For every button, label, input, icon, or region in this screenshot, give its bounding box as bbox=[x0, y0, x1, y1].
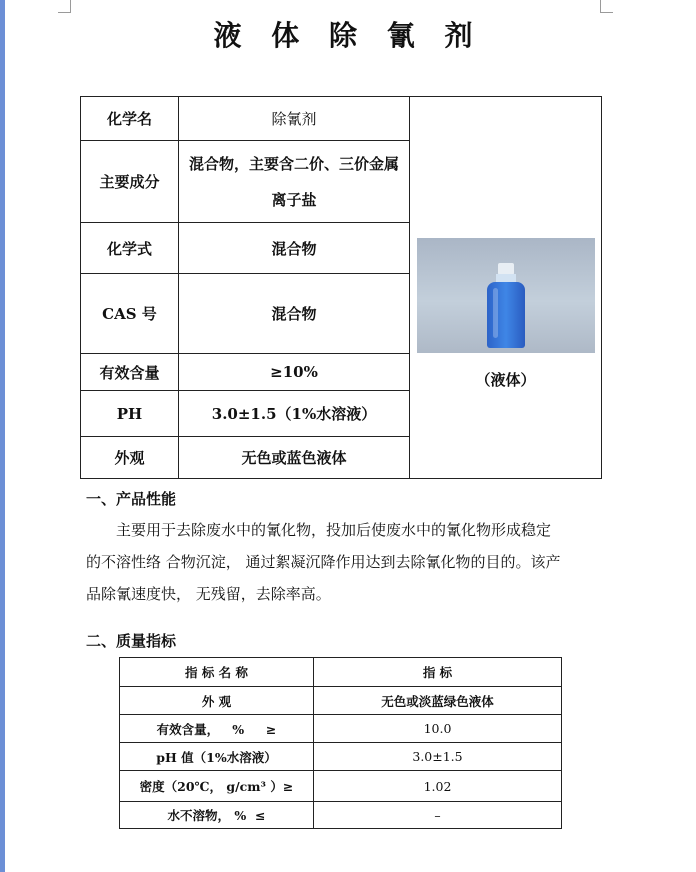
page-corner-mark-left bbox=[58, 0, 71, 13]
row-label: 化学名 bbox=[81, 97, 179, 141]
row-value: 3.0±1.5（1%水溶液） bbox=[179, 391, 410, 437]
table-row bbox=[81, 97, 602, 141]
section-heading-quality: 二、质量指标 bbox=[86, 632, 177, 650]
row-label: 外观 bbox=[81, 437, 179, 479]
table-row bbox=[120, 802, 562, 829]
paragraph-line: 的不溶性络 合物沉淀， 通过絮凝沉降作用达到去除氰化物的目的。该产 bbox=[86, 553, 561, 571]
table-row bbox=[120, 687, 562, 715]
section-heading-performance: 一、产品性能 bbox=[86, 490, 177, 508]
row-label: 主要成分 bbox=[81, 141, 179, 223]
index-name: 有效含量， % ≥ bbox=[120, 715, 314, 743]
row-label: 有效含量 bbox=[81, 354, 179, 391]
index-name: 外 观 bbox=[120, 687, 314, 715]
paragraph-line: 品除氰速度快， 无残留，去除率高。 bbox=[86, 585, 331, 603]
row-label: 化学式 bbox=[81, 223, 179, 274]
table-row bbox=[120, 743, 562, 771]
row-value: 混合物 bbox=[179, 274, 410, 354]
document-title: 液 体 除 氰 剂 bbox=[213, 19, 483, 52]
index-value: 10.0 bbox=[314, 715, 562, 743]
row-value: 混合物，主要含二价、三价金属离子盐 bbox=[179, 141, 410, 223]
paragraph-line: 主要用于去除废水中的氰化物，投加后使废水中的氰化物形成稳定 bbox=[116, 521, 552, 539]
row-value: 除氰剂 bbox=[179, 97, 410, 141]
blue-liquid-bottle-photo bbox=[417, 238, 595, 353]
table-row bbox=[120, 715, 562, 743]
table-header-row bbox=[120, 658, 562, 687]
index-name: 水不溶物， % ≤ bbox=[120, 802, 314, 829]
index-value: 1.02 bbox=[314, 771, 562, 802]
quality-index-table bbox=[119, 657, 562, 829]
column-header: 指 标 bbox=[314, 658, 562, 687]
index-value: – bbox=[314, 802, 562, 829]
page-corner-mark-right bbox=[600, 0, 613, 13]
row-value: 混合物 bbox=[179, 223, 410, 274]
row-value: 无色或蓝色液体 bbox=[179, 437, 410, 479]
product-info-table bbox=[80, 96, 602, 479]
performance-paragraph bbox=[86, 514, 598, 610]
index-name: 密度（20℃， g/cm³ ）≥ bbox=[120, 771, 314, 802]
window-left-edge bbox=[0, 0, 5, 872]
index-value: 无色或淡蓝绿色液体 bbox=[314, 687, 562, 715]
table-row bbox=[120, 771, 562, 802]
index-value: 3.0±1.5 bbox=[314, 743, 562, 771]
product-image-cell bbox=[410, 97, 602, 479]
image-caption: （液体） bbox=[475, 371, 536, 389]
row-label: PH bbox=[81, 391, 179, 437]
column-header: 指 标 名 称 bbox=[120, 658, 314, 687]
index-name: pH 值（1%水溶液） bbox=[120, 743, 314, 771]
row-label: CAS 号 bbox=[81, 274, 179, 354]
row-value: ≥10% bbox=[179, 354, 410, 391]
